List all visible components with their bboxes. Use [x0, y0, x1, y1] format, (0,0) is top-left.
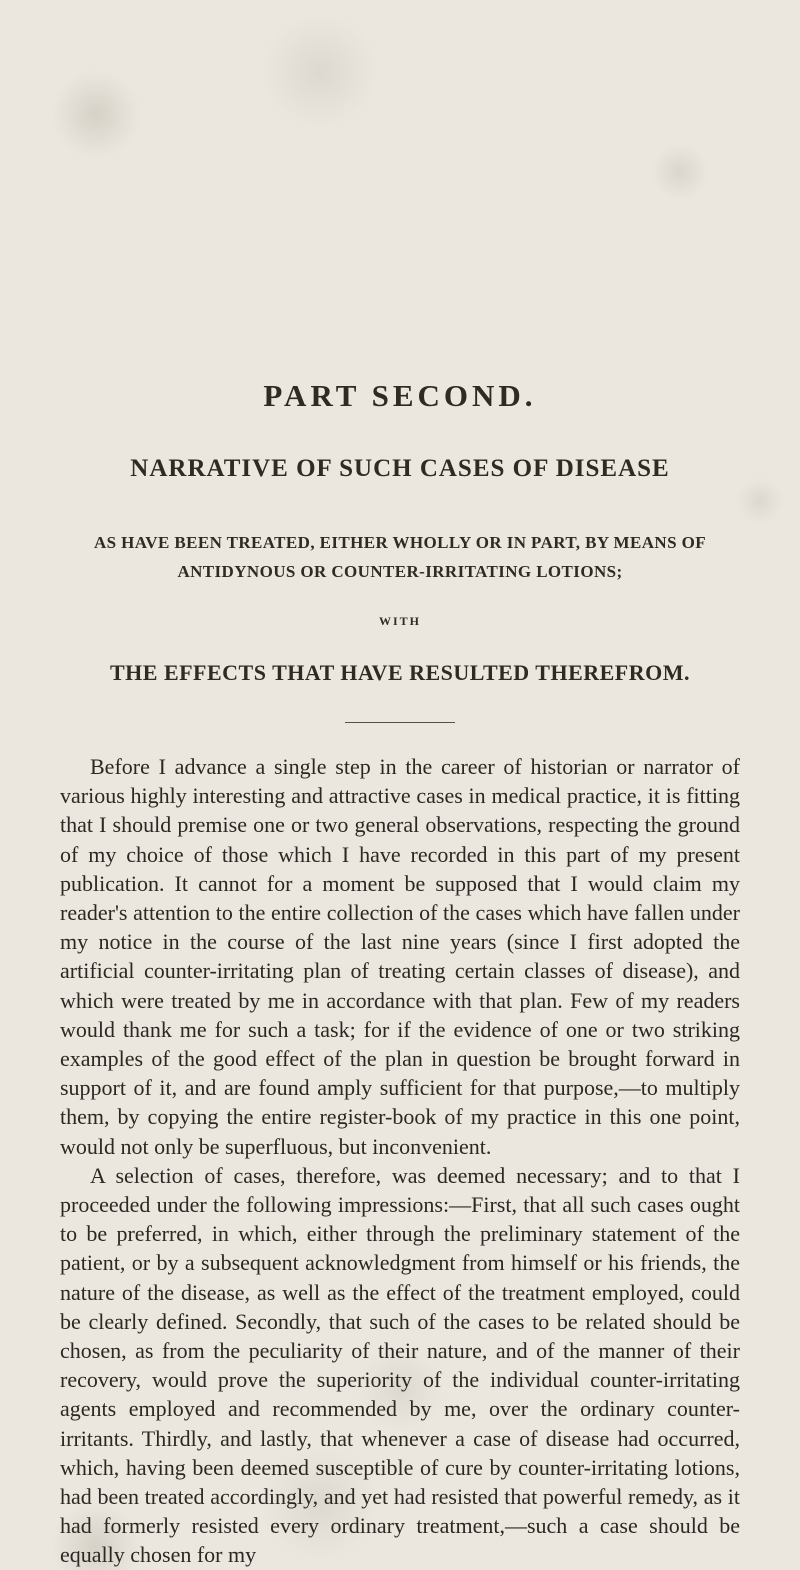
chapter-title: NARRATIVE OF SUCH CASES OF DISEASE	[130, 455, 670, 482]
body-text	[60, 752, 740, 1570]
subtitle-line-2: ANTIDYNOUS OR COUNTER-IRRITATING LOTIONS;	[177, 562, 623, 581]
part-title: PART SECOND.	[263, 378, 537, 413]
subtitle-effects: THE EFFECTS THAT HAVE RESULTED THEREFROM.	[109, 660, 691, 685]
subtitle-connector: WITH	[378, 614, 421, 628]
section-divider	[345, 722, 455, 723]
paragraph-2: A selection of cases, therefore, was deemed necessary; and to that I proceeded under the following impressions:—First, that all such cases ought to be preferred, in which, either through the preliminary statement of the patient, or by a subsequent acknowledgment from himself or his friends, the nature of the disease, as well as the effect of the treatment employed, could be clearly defined. Secondly, that such of the cases to be related should be chosen, as from the peculiarity of their nature, and of the manner of their recovery, would prove the superiority of the individual counter-irritating agents employed and recommended by me, over the ordinary counter-irritants. Thirdly, and lastly, that whenever a case of disease had occurred, which, having been deemed susceptible of cure by counter-irritating lotions, had been treated accordingly, and yet had resisted that powerful remedy, as it had formerly resisted every ordinary treatment,—such a case should be equally chosen for my	[60, 1162, 740, 1568]
subtitle-line-1: AS HAVE BEEN TREATED, EITHER WHOLLY OR IN PART, BY MEANS OF	[94, 533, 706, 552]
paragraph-1: Before I advance a single step in the career of historian or narrator of various highly interesting and attractive cases in medical practice, it is fitting that I should premise one or two general observations, respecting the ground of my choice of those which I have recorded in this part of my present publication. It cannot for a moment be supposed that I would claim my reader's attention to the entire collection of the cases which have fallen under my notice in the course of the last nine years (since I first adopted the artificial counter-irritating plan of treating certain classes of disease), and which were treated by me in accordance with that plan. Few of my readers would thank me for such a task; for if the evidence of one or two striking examples of the good effect of the plan in question be brought forward in support of it, and are found amply sufficient for that purpose,—to multiply them, by copying the entire register-book of my practice in this one point, would not only be superfluous, but inconvenient.	[60, 754, 740, 1159]
